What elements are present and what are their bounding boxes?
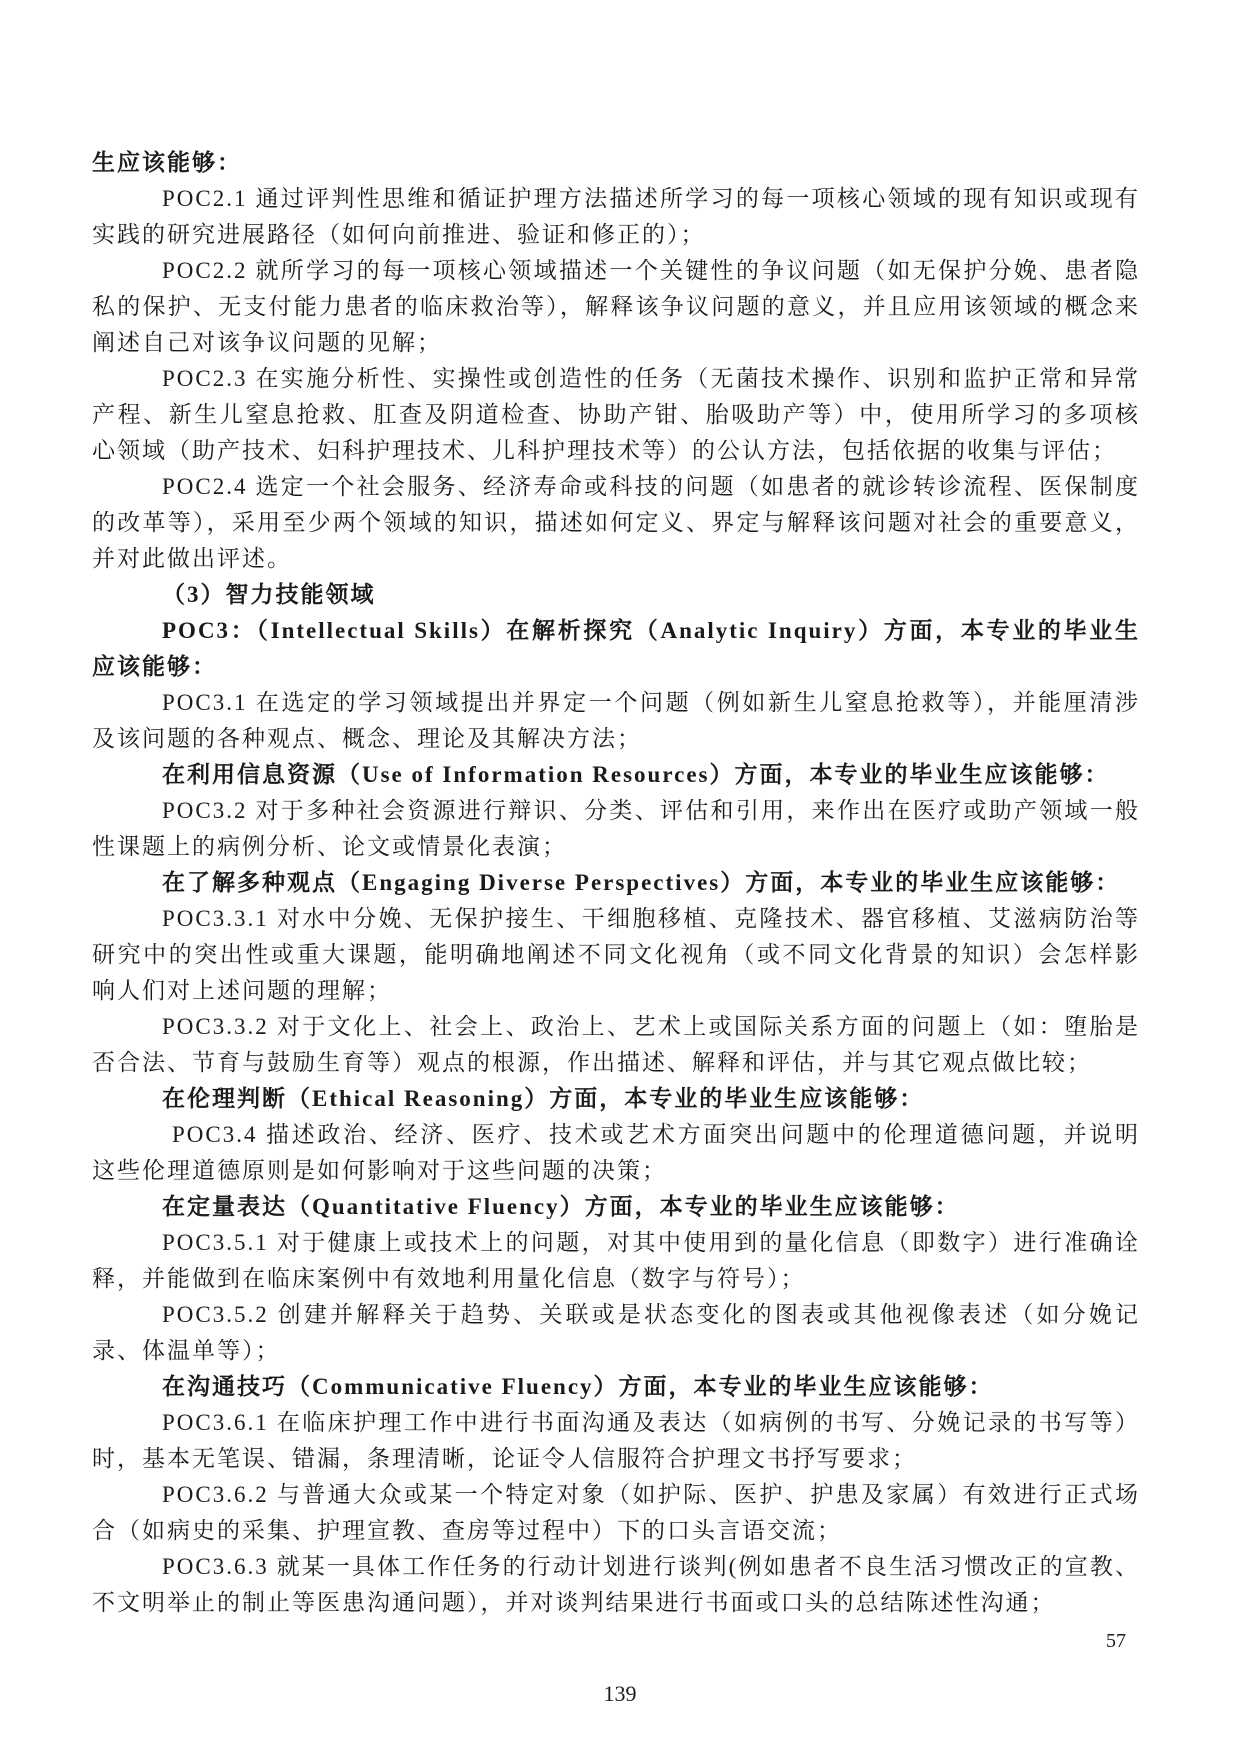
para-poc3-6-1: POC3.6.1 在临床护理工作中进行书面沟通及表达（如病例的书写、分娩记录的书写等）时，基本无笔误、错漏，条理清晰，论证令人信服符合护理文书抒写要求； bbox=[92, 1410, 1140, 1471]
para-poc2-3: POC2.3 在实施分析性、实操性或创造性的任务（无菌技术操作、识别和监护正常和异常产程、新生儿窒息抢救、肛查及阴道检查、协助产钳、胎吸助产等）中，使用所学习的多项核心领域（助产技术、妇科护理技术、儿科护理技术等）的公认方法，包括依据的收集与评估； bbox=[92, 366, 1140, 463]
heading-use-of-information-resources: 在利用信息资源（Use of Information Resources）方面，本专业的毕业生应该能够： bbox=[162, 762, 1110, 787]
para-poc2-4: POC2.4 选定一个社会服务、经济寿命或科技的问题（如患者的就诊转诊流程、医保制度的改革等），采用至少两个领域的知识，描述如何定义、界定与解释该问题对社会的重要意义，并对此做出评述。 bbox=[92, 474, 1140, 571]
para-poc3-2: POC3.2 对于多种社会资源进行辩识、分类、评估和引用，来作出在医疗或助产领域一般性课题上的病例分析、论文或情景化表演； bbox=[92, 798, 1140, 859]
para-poc3-6-3: POC3.6.3 就某一具体工作任务的行动计划进行谈判(例如患者不良生活习惯改正的宣教、不文明举止的制止等医患沟通问题），并对谈判结果进行书面或口头的总结陈述性沟通； bbox=[92, 1554, 1140, 1615]
heading-communicative-fluency: 在沟通技巧（Communicative Fluency）方面，本专业的毕业生应该能够： bbox=[162, 1374, 994, 1399]
para-poc3-5-2: POC3.5.2 创建并解释关于趋势、关联或是状态变化的图表或其他视像表述（如分娩记录、体温单等）； bbox=[92, 1302, 1140, 1363]
page-number: 139 bbox=[603, 1681, 637, 1706]
para-poc3-1: POC3.1 在选定的学习领域提出并界定一个问题（例如新生儿窒息抢救等），并能厘清涉及该问题的各种观点、概念、理论及其解决方法； bbox=[92, 690, 1140, 751]
para-poc2-1: POC2.1 通过评判性思维和循证护理方法描述所学习的每一项核心领域的现有知识或现有实践的研究进展路径（如何向前推进、验证和修正的）； bbox=[92, 186, 1140, 247]
para-poc3-5-1: POC3.5.1 对于健康上或技术上的问题，对其中使用到的量化信息（即数字）进行准确诠释，并能做到在临床案例中有效地利用量化信息（数字与符号）； bbox=[92, 1230, 1140, 1291]
heading-poc3-analytic-inquiry: POC3：（Intellectual Skills）在解析探究（Analytic Inquiry）方面，本专业的毕业生应该能够： bbox=[92, 618, 1140, 679]
heading-ethical-reasoning: 在伦理判断（Ethical Reasoning）方面，本专业的毕业生应该能够： bbox=[162, 1086, 925, 1111]
heading-engaging-diverse-perspectives: 在了解多种观点（Engaging Diverse Perspectives）方面，本专业的毕业生应该能够： bbox=[162, 870, 1121, 895]
para-poc2-2: POC2.2 就所学习的每一项核心领域描述一个关键性的争议问题（如无保护分娩、患者隐私的保护、无支付能力患者的临床救治等），解释该争议问题的意义，并且应用该领域的概念来阐述自己对该争议问题的见解； bbox=[92, 258, 1140, 355]
heading-quantitative-fluency: 在定量表达（Quantitative Fluency）方面，本专业的毕业生应该能够： bbox=[162, 1194, 960, 1219]
para-poc3-4: POC3.4 描述政治、经济、医疗、技术或艺术方面突出问题中的伦理道德问题，并说明这些伦理道德原则是如何影响对于这些问题的决策； bbox=[92, 1122, 1140, 1183]
para-poc3-6-2: POC3.6.2 与普通大众或某一个特定对象（如护际、医护、护患及家属）有效进行正式场合（如病史的采集、护理宣教、查房等过程中）下的口头言语交流； bbox=[92, 1482, 1140, 1543]
para-poc3-3-2: POC3.3.2 对于文化上、社会上、政治上、艺术上或国际关系方面的问题上（如：堕胎是否合法、节育与鼓励生育等）观点的根源，作出描述、解释和评估，并与其它观点做比较； bbox=[92, 1014, 1140, 1075]
para-poc3-3-1: POC3.3.1 对水中分娩、无保护接生、干细胞移植、克隆技术、器官移植、艾滋病防治等研究中的突出性或重大课题，能明确地阐述不同文化视角（或不同文化背景的知识）会怎样影响人们对上述问题的理解； bbox=[92, 906, 1140, 1003]
heading-intellectual-skills-domain: （3）智力技能领域 bbox=[162, 582, 376, 607]
footnote-number: 57 bbox=[1106, 1630, 1126, 1652]
document-body bbox=[92, 145, 1140, 1621]
section-heading-continuation: 生应该能够： bbox=[92, 150, 242, 175]
